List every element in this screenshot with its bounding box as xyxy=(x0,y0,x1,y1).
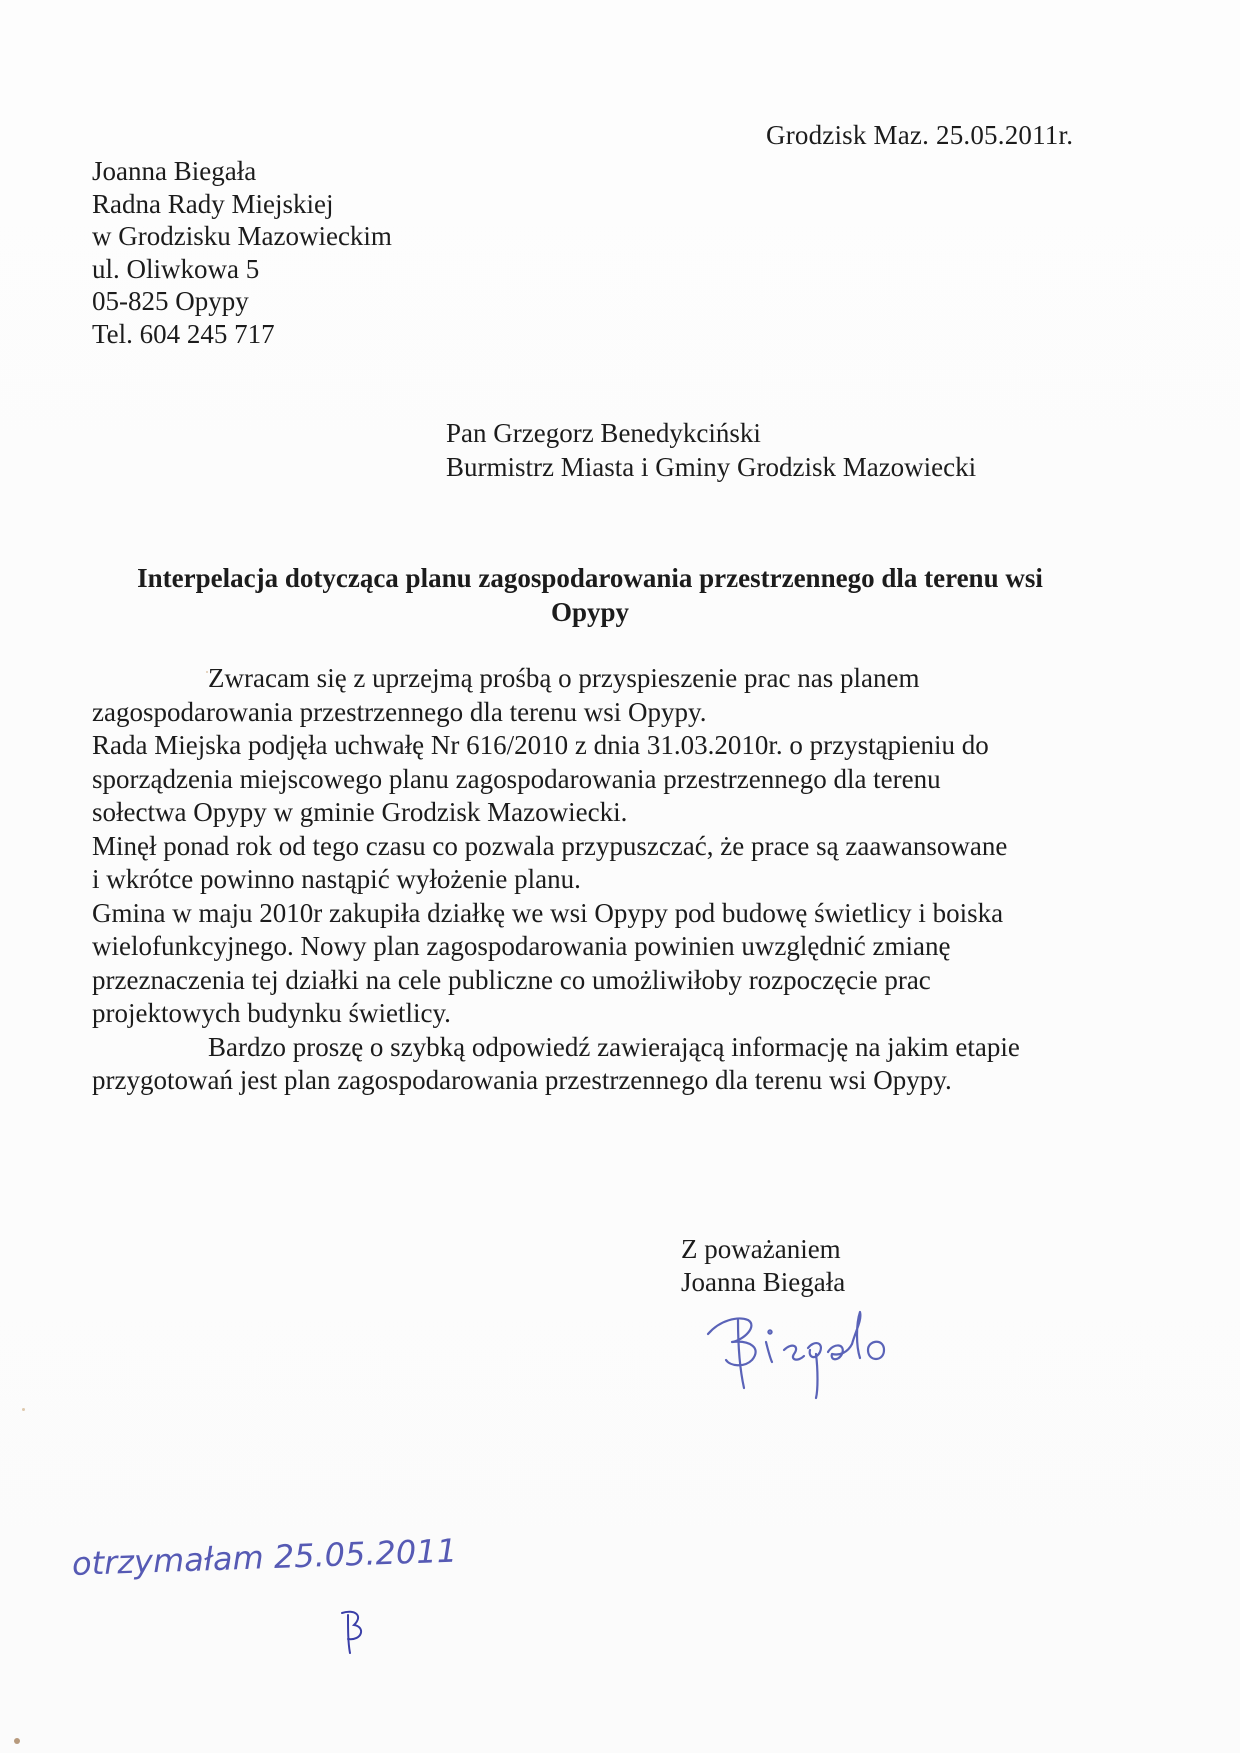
sender-address-block xyxy=(92,155,392,350)
recipient-name: Pan Grzegorz Benedykciński xyxy=(446,418,761,448)
letter-body xyxy=(92,662,1102,1098)
body-line: Minęł ponad rok od tego czasu co pozwala przypuszczać, że prace są zaawansowane xyxy=(92,830,1008,861)
sender-phone: Tel. 604 245 717 xyxy=(92,318,275,349)
closing-greeting: Z poważaniem xyxy=(681,1234,841,1264)
body-line: przeznaczenia tej działki na cele publiczne co umożliwiłoby rozpoczęcie prac xyxy=(92,964,931,995)
body-line: Gmina w maju 2010r zakupiła działkę we wsi Opypy pod budowę świetlicy i boiska xyxy=(92,897,1004,928)
body-line: wielofunkcyjnego. Nowy plan zagospodarowania powinien uwzględnić zmianę xyxy=(92,931,951,961)
paper-speck xyxy=(206,671,208,673)
body-line: Bardzo proszę o szybką odpowiedź zawierającą informację na jakim etapie xyxy=(208,1031,1020,1062)
sender-name: Joanna Biegała xyxy=(92,156,257,186)
body-line: Zwracam się z uprzejmą prośbą o przyspieszenie prac nas planem xyxy=(208,663,920,693)
handwritten-signature xyxy=(700,1290,920,1400)
body-line: Rada Miejska podjęła uchwałę Nr 616/2010 z dnia 31.03.2010r. o przystąpieniu do xyxy=(92,730,989,760)
body-line: i wkrótce powinno nastąpić wyłożenie planu. xyxy=(92,864,581,894)
recipient-block xyxy=(446,416,976,484)
letter-subject xyxy=(90,561,1090,629)
recipient-title: Burmistrz Miasta i Gminy Grodzisk Mazowiecki xyxy=(446,452,977,482)
body-line: sołectwa Opypy w gminie Grodzisk Mazowiecki. xyxy=(92,797,628,827)
body-line: projektowych budynku świetlicy. xyxy=(92,998,451,1028)
receipt-note-text: otrzymałam 25.05.2011 xyxy=(71,1531,458,1583)
paper-speck xyxy=(14,1738,20,1744)
initial-mark-icon xyxy=(332,1607,372,1657)
sender-street: ul. Oliwkowa 5 xyxy=(92,253,260,284)
sender-role: Radna Rady Miejskiej xyxy=(92,188,334,219)
handwritten-receipt-note xyxy=(71,1531,458,1655)
closing-name: Joanna Biegała xyxy=(681,1267,846,1297)
letter-date: Grodzisk Maz. 25.05.2011r. xyxy=(766,120,1074,150)
subject-line-2: Opypy xyxy=(550,597,630,627)
body-line: sporządzenia miejscowego planu zagospodarowania przestrzennego dla terenu xyxy=(92,763,941,794)
paper-speck xyxy=(22,1408,25,1411)
subject-line-1: Interpelacja dotycząca planu zagospodarowania przestrzennego dla terenu wsi xyxy=(137,563,1043,593)
body-line: przygotowań jest plan zagospodarowania przestrzennego dla terenu wsi Opypy. xyxy=(92,1065,952,1095)
sender-postal: 05-825 Opypy xyxy=(92,286,249,316)
sender-city: w Grodzisku Mazowieckim xyxy=(92,221,392,251)
body-line: zagospodarowania przestrzennego dla terenu wsi Opypy. xyxy=(92,696,707,727)
